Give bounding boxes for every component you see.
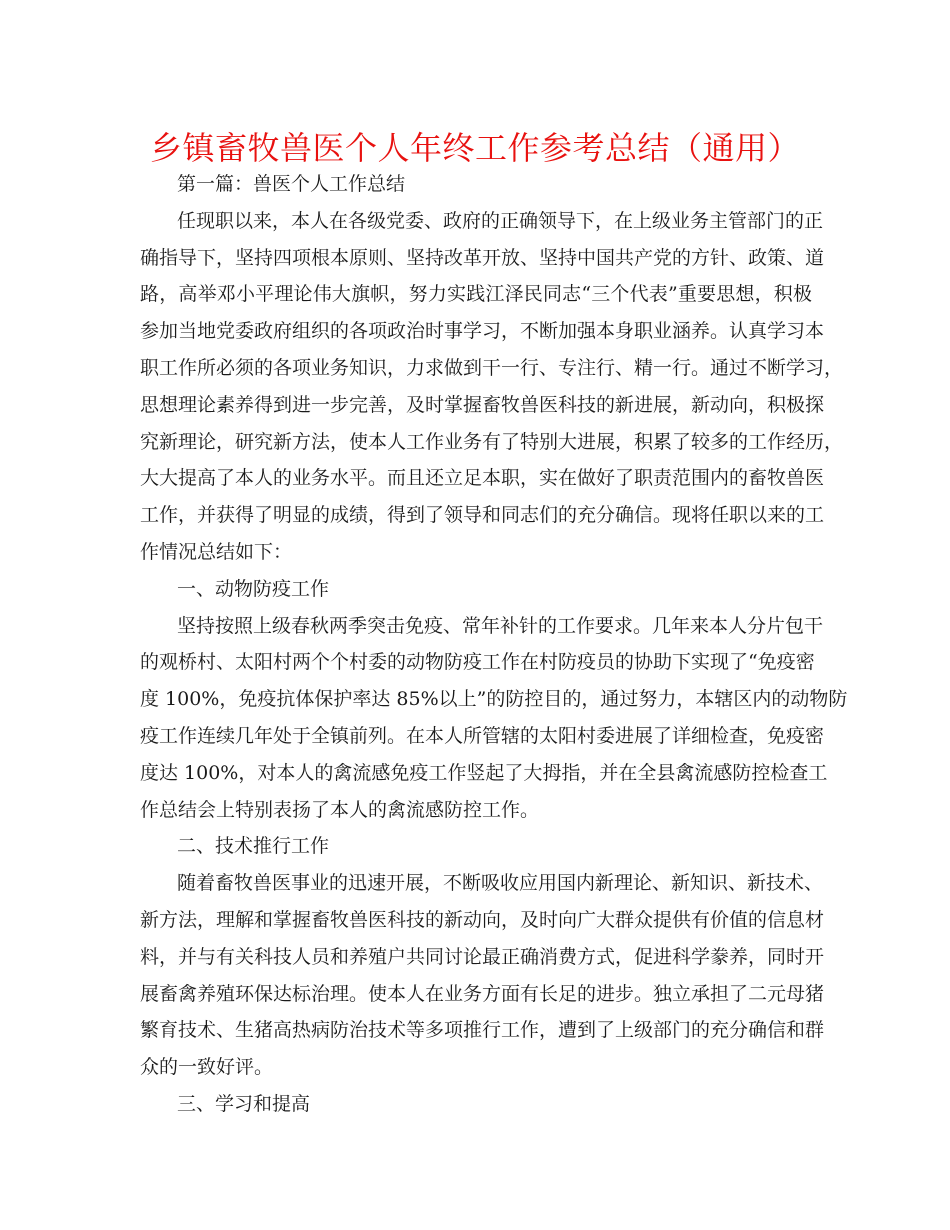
- text-line: 究新理论，研究新方法，使本人工作业务有了特别大进展，积累了较多的工作经历，: [140, 430, 844, 453]
- text-line: 度 100%，免疫抗体保护率达 85%以上”的防控目的，通过努力，本辖区内的动物防: [140, 688, 848, 711]
- text-line: 作情况总结如下：: [140, 540, 293, 563]
- text-line: 确指导下，坚持四项根本原则、坚持改革开放、坚持中国共产党的方针、政策、道: [140, 246, 825, 269]
- text-line: 料，并与有关科技人员和养殖户共同讨论最正确消费方式，促进科学豢养，同时开: [140, 945, 825, 968]
- text-line: 任现职以来，本人在各级党委、政府的正确领导下，在上级业务主管部门的正: [177, 209, 824, 232]
- text-line: 职工作所必须的各项业务知识，力求做到干一行、专注行、精一行。通过不断学习，: [140, 356, 844, 379]
- document-body: [140, 166, 848, 1123]
- text-line: 疫工作连续几年处于全镇前列。在本人所管辖的太阳村委进展了详细检查，免疫密: [140, 724, 825, 747]
- text-line: 参加当地党委政府组织的各项政治时事学习，不断加强本身职业涵养。认真学习本: [140, 320, 825, 343]
- text-line: 的观桥村、太阳村两个个村委的动物防疫工作在村防疫员的协助下实现了“免疫密: [140, 651, 815, 674]
- text-line: 工作，并获得了明显的成绩，得到了领导和同志们的充分确信。现将任职以来的工: [140, 504, 825, 527]
- text-line: 作总结会上特别表扬了本人的禽流感防控工作。: [140, 798, 540, 821]
- text-line: 随着畜牧兽医事业的迅速开展，不断吸收应用国内新理论、新知识、新技术、: [177, 872, 824, 895]
- text-line: 新方法，理解和掌握畜牧兽医科技的新动向，及时向广大群众提供有价值的信息材: [140, 908, 825, 931]
- text-line: 繁育技术、生猪高热病防治技术等多项推行工作，遭到了上级部门的充分确信和群: [140, 1019, 825, 1042]
- text-line: 大大提高了本人的业务水平。而且还立足本职，实在做好了职责范围内的畜牧兽医: [140, 467, 825, 490]
- text-line: 度达 100%，对本人的禽流感免疫工作竖起了大拇指，并在全县禽流感防控检查工: [140, 761, 828, 784]
- text-line: 路，高举邓小平理论伟大旗帜，努力实践江泽民同志“三个代表”重要思想，积极: [140, 283, 812, 306]
- text-line: 第一篇：兽医个人工作总结: [177, 173, 406, 195]
- text-line: 众的一致好评。: [140, 1056, 274, 1079]
- document-title: 乡镇畜牧兽医个人年终工作参考总结（通用）: [149, 129, 800, 167]
- text-line: 坚持按照上级春秋两季突击免疫、常年补针的工作要求。几年来本人分片包干: [177, 614, 824, 637]
- text-line: 二、技术推行工作: [177, 835, 330, 858]
- text-line: 一、动物防疫工作: [177, 577, 330, 600]
- text-line: 展畜禽养殖环保达标治理。使本人在业务方面有长足的进步。独立承担了二元母猪: [140, 982, 825, 1005]
- text-line: 三、学习和提高: [177, 1092, 311, 1115]
- text-line: 思想理论素养得到进一步完善，及时掌握畜牧兽医科技的新进展，新动向，积极探: [140, 393, 825, 416]
